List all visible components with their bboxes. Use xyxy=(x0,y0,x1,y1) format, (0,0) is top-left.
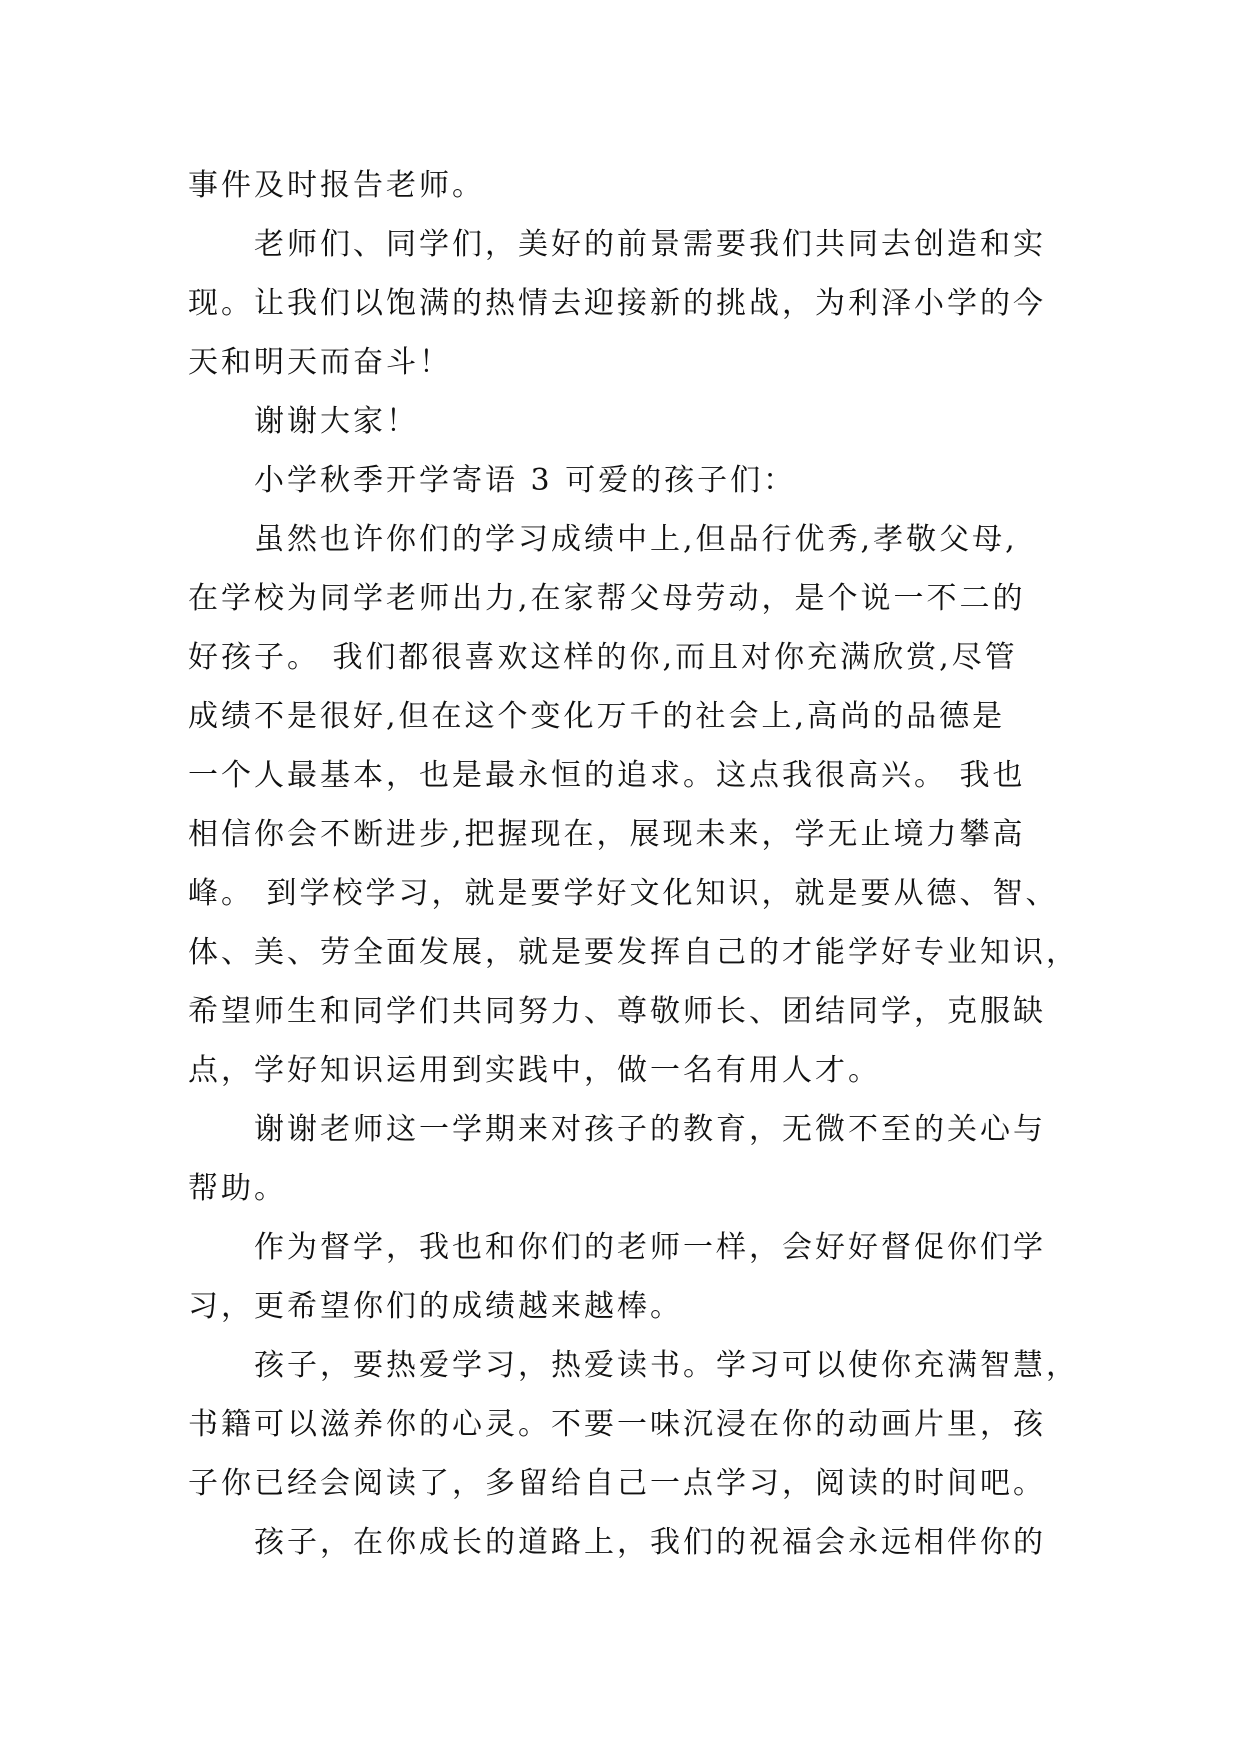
text-line: 虽然也许你们的学习成绩中上,但品行优秀,孝敬父母, xyxy=(254,522,1018,557)
text-line: 孩子，在你成长的道路上，我们的祝福会永远相伴你的 xyxy=(254,1525,1046,1560)
text-line: 作为督学，我也和你们的老师一样，会好好督促你们学 xyxy=(254,1230,1046,1265)
text-line: 帮助。 xyxy=(188,1171,287,1206)
text-line: 习，更希望你们的成绩越来越棒。 xyxy=(188,1289,683,1324)
document-body xyxy=(188,156,1079,1572)
text-line: 天和明天而奋斗！ xyxy=(188,345,452,380)
section-heading: 小学秋季开学寄语 3 可爱的孩子们： xyxy=(254,463,797,498)
text-line: 峰。 到学校学习，就是要学好文化知识，就是要从德、智、 xyxy=(188,876,1059,911)
text-line: 子你已经会阅读了，多留给自己一点学习，阅读的时间吧。 xyxy=(188,1466,1046,1501)
text-line: 谢谢老师这一学期来对孩子的教育，无微不至的关心与 xyxy=(254,1112,1046,1147)
text-line: 希望师生和同学们共同努力、尊敬师长、团结同学，克服缺 xyxy=(188,994,1046,1029)
text-line: 谢谢大家！ xyxy=(254,404,419,439)
text-line: 一个人最基本，也是最永恒的追求。这点我很高兴。 我也 xyxy=(188,758,1026,793)
text-line: 老师们、同学们，美好的前景需要我们共同去创造和实 xyxy=(254,227,1046,262)
text-line: 体、美、劳全面发展，就是要发挥自己的才能学好专业知识， xyxy=(188,935,1079,970)
text-line: 相信你会不断进步,把握现在，展现未来，学无止境力攀高 xyxy=(188,817,1026,852)
text-line: 书籍可以滋养你的心灵。不要一味沉浸在你的动画片里，孩 xyxy=(188,1407,1046,1442)
text-line: 事件及时报告老师。 xyxy=(188,168,485,203)
text-line: 点，学好知识运用到实践中，做一名有用人才。 xyxy=(188,1053,881,1088)
text-line: 孩子，要热爱学习，热爱读书。学习可以使你充满智慧， xyxy=(254,1348,1079,1383)
text-line: 现。让我们以饱满的热情去迎接新的挑战，为利泽小学的今 xyxy=(188,286,1046,321)
text-line: 成绩不是很好,但在这个变化万千的社会上,高尚的品德是 xyxy=(188,699,1006,734)
text-line: 在学校为同学老师出力,在家帮父母劳动，是个说一不二的 xyxy=(188,581,1026,616)
text-line: 好孩子。 我们都很喜欢这样的你,而且对你充满欣赏,尽管 xyxy=(188,640,1018,675)
